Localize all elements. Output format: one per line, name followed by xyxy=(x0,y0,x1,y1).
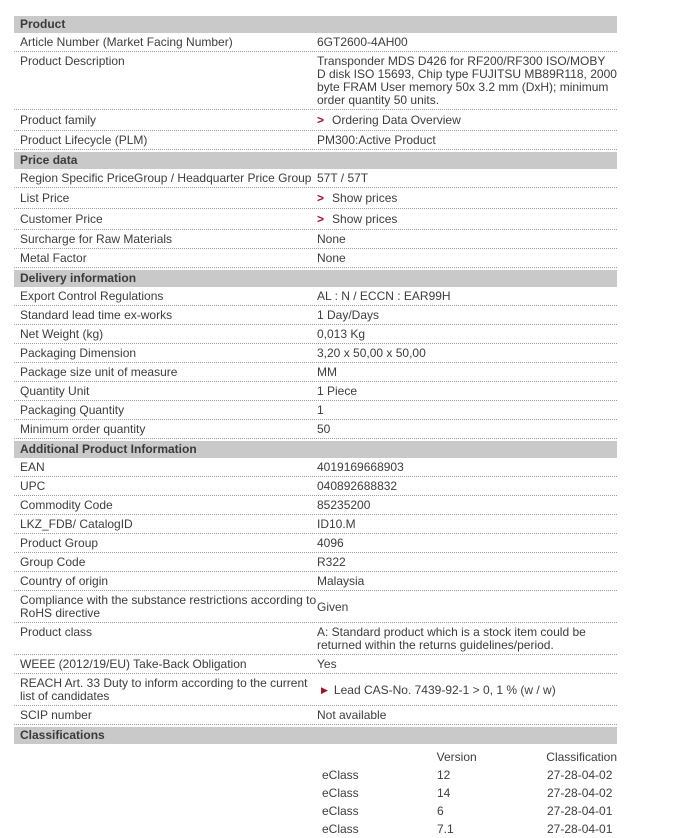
show-prices-link[interactable] xyxy=(317,213,397,226)
data-row-minimum-order-quantity xyxy=(14,420,617,439)
row-value: MM xyxy=(317,365,337,379)
classifications-header-row xyxy=(14,748,617,766)
row-label: List Price xyxy=(20,191,70,205)
row-label: Article Number (Market Facing Number) xyxy=(20,35,233,49)
section-header-additional-product-information xyxy=(14,441,617,458)
section-header-delivery-information xyxy=(14,270,617,287)
row-label: Net Weight (kg) xyxy=(20,327,104,341)
data-row-product-class xyxy=(14,623,617,655)
data-row-product-family xyxy=(14,110,617,131)
data-row-product-group xyxy=(14,534,617,553)
row-value: R322 xyxy=(317,555,346,569)
row-label: Product Group xyxy=(20,536,99,550)
classification-column-header: Classification xyxy=(546,750,617,764)
version-column-header: Version xyxy=(436,750,477,764)
data-row-list-price xyxy=(14,188,617,209)
version-cell: 7.1 xyxy=(437,822,454,836)
section-header-product xyxy=(14,16,617,33)
row-value xyxy=(317,213,617,226)
reach-substance-link[interactable] xyxy=(321,684,556,697)
data-row-reach-art-33-duty-to-inform-according-to-the-current-list-of-candidates xyxy=(14,674,617,706)
section-title: Delivery information xyxy=(20,271,137,285)
classification-cell: 27-28-04-02 xyxy=(547,768,613,782)
row-value: Yes xyxy=(317,657,337,671)
link-label: Ordering Data Overview xyxy=(332,113,461,127)
section-title: Additional Product Information xyxy=(20,442,197,456)
data-row-article-number-market-facing-number xyxy=(14,33,617,52)
triangle-right-icon: ▶ xyxy=(321,685,328,695)
row-value: Transponder MDS D426 for RF200/RF300 ISO/MOBY D disk ISO 15693, Chip type FUJITSU MB89R118, 2000 byte FRAM User memory 50x 3.2 mm (DxH); minimum order quantity 50 units. xyxy=(317,54,617,107)
row-value: 1 Day/Days xyxy=(317,308,380,322)
row-label: Package size unit of measure xyxy=(20,365,178,379)
link-label: Lead CAS-No. 7439-92-1 > 0, 1 % (w / w) xyxy=(333,683,556,697)
data-row-customer-price xyxy=(14,209,617,230)
row-label: Export Control Regulations xyxy=(20,289,164,303)
row-label: EAN xyxy=(20,460,45,474)
row-value xyxy=(317,114,617,127)
classification-system-cell: eClass xyxy=(322,804,359,818)
row-value xyxy=(317,192,617,205)
classification-system-cell: eClass xyxy=(322,822,359,836)
data-row-upc xyxy=(14,477,617,496)
row-label: LKZ_FDB/ CatalogID xyxy=(20,517,133,531)
row-value: 4019169668903 xyxy=(317,460,404,474)
row-label: Product family xyxy=(20,113,97,127)
row-value: AL : N / ECCN : EAR99H xyxy=(317,289,451,303)
data-row-quantity-unit xyxy=(14,382,617,401)
data-row-ean xyxy=(14,458,617,477)
row-value: 040892688832 xyxy=(317,479,398,493)
row-label: Packaging Quantity xyxy=(20,403,125,417)
row-value: 57T / 57T xyxy=(317,171,369,185)
row-label: REACH Art. 33 Duty to inform according to the current list of candidates xyxy=(20,676,308,703)
row-value: 1 Piece xyxy=(317,384,358,398)
row-value xyxy=(317,683,617,697)
link-label: Show prices xyxy=(332,191,398,205)
section-header-classifications xyxy=(14,727,617,744)
row-value: Malaysia xyxy=(317,574,365,588)
chevron-right-icon: > xyxy=(317,113,325,127)
chevron-right-icon: > xyxy=(317,212,325,226)
classification-system-cell: eClass xyxy=(322,768,359,782)
classification-row xyxy=(14,820,617,838)
section-title: Price data xyxy=(20,153,78,167)
classification-system-cell: eClass xyxy=(322,786,359,800)
data-row-standard-lead-time-ex-works xyxy=(14,306,617,325)
chevron-right-icon: > xyxy=(317,191,325,205)
section-header-price-data xyxy=(14,152,617,169)
data-row-net-weight-kg xyxy=(14,325,617,344)
version-cell: 14 xyxy=(437,786,451,800)
row-label: Region Specific PriceGroup / Headquarter Price Group xyxy=(20,171,312,185)
row-label: Commodity Code xyxy=(20,498,113,512)
row-label: Product Description xyxy=(20,54,125,68)
data-row-group-code xyxy=(14,553,617,572)
row-label: Country of origin xyxy=(20,574,109,588)
row-value: 85235200 xyxy=(317,498,371,512)
data-row-weee-2012-19-eu-take-back-obligation xyxy=(14,655,617,674)
classification-row xyxy=(14,802,617,820)
show-prices-link[interactable] xyxy=(317,192,397,205)
row-value: None xyxy=(317,251,346,265)
row-value: Not available xyxy=(317,708,387,722)
row-value: 3,20 x 50,00 x 50,00 xyxy=(317,346,426,360)
row-label: Compliance with the substance restrictions according to RoHS directive xyxy=(20,593,317,620)
row-label: Surcharge for Raw Materials xyxy=(20,232,173,246)
row-value: ID10.M xyxy=(317,517,356,531)
row-label: UPC xyxy=(20,479,46,493)
data-row-product-lifecycle-plm xyxy=(14,131,617,150)
row-value: None xyxy=(317,232,346,246)
classification-system-header xyxy=(322,748,437,766)
classification-row xyxy=(14,784,617,802)
row-value: 4096 xyxy=(317,536,344,550)
row-label: WEEE (2012/19/EU) Take-Back Obligation xyxy=(20,657,247,671)
data-row-region-specific-pricegroup-headquarter-price-group xyxy=(14,169,617,188)
data-row-compliance-with-the-substance-restrictions-according-to-rohs-directive xyxy=(14,591,617,623)
ordering-data-overview-link[interactable] xyxy=(317,114,461,127)
row-value: 6GT2600-4AH00 xyxy=(317,35,408,49)
row-label: Product Lifecycle (PLM) xyxy=(20,133,148,147)
data-row-country-of-origin xyxy=(14,572,617,591)
product-datasheet xyxy=(14,16,617,838)
row-label: Minimum order quantity xyxy=(20,422,146,436)
row-label: Customer Price xyxy=(20,212,103,226)
row-label: Group Code xyxy=(20,555,86,569)
classification-cell: 27-28-04-02 xyxy=(547,786,613,800)
section-title: Classifications xyxy=(20,728,105,742)
row-label: Product class xyxy=(20,625,93,639)
row-value: PM300:Active Product xyxy=(317,133,436,147)
classifications-table xyxy=(14,748,617,838)
classification-row xyxy=(14,766,617,784)
row-value: 0,013 Kg xyxy=(317,327,366,341)
data-row-packaging-quantity xyxy=(14,401,617,420)
data-row-scip-number xyxy=(14,706,617,725)
row-label: Metal Factor xyxy=(20,251,87,265)
data-row-export-control-regulations xyxy=(14,287,617,306)
classification-cell: 27-28-04-01 xyxy=(547,804,613,818)
classification-cell: 27-28-04-01 xyxy=(547,822,613,836)
data-row-packaging-dimension xyxy=(14,344,617,363)
data-row-package-size-unit-of-measure xyxy=(14,363,617,382)
link-label: Show prices xyxy=(332,212,398,226)
row-label: Quantity Unit xyxy=(20,384,90,398)
data-row-metal-factor xyxy=(14,249,617,268)
row-label: SCIP number xyxy=(20,708,92,722)
row-value: 1 xyxy=(317,403,324,417)
data-row-commodity-code xyxy=(14,496,617,515)
section-title: Product xyxy=(20,17,66,31)
data-row-surcharge-for-raw-materials xyxy=(14,230,617,249)
row-label: Packaging Dimension xyxy=(20,346,137,360)
row-label: Standard lead time ex-works xyxy=(20,308,173,322)
row-value: Given xyxy=(317,599,349,614)
data-row-product-description xyxy=(14,52,617,110)
row-value: A: Standard product which is a stock item could be returned within the returns guidelines/period. xyxy=(317,625,586,652)
data-row-lkz-fdb-catalogid xyxy=(14,515,617,534)
version-cell: 12 xyxy=(437,768,451,782)
version-cell: 6 xyxy=(437,804,444,818)
row-value: 50 xyxy=(317,422,331,436)
